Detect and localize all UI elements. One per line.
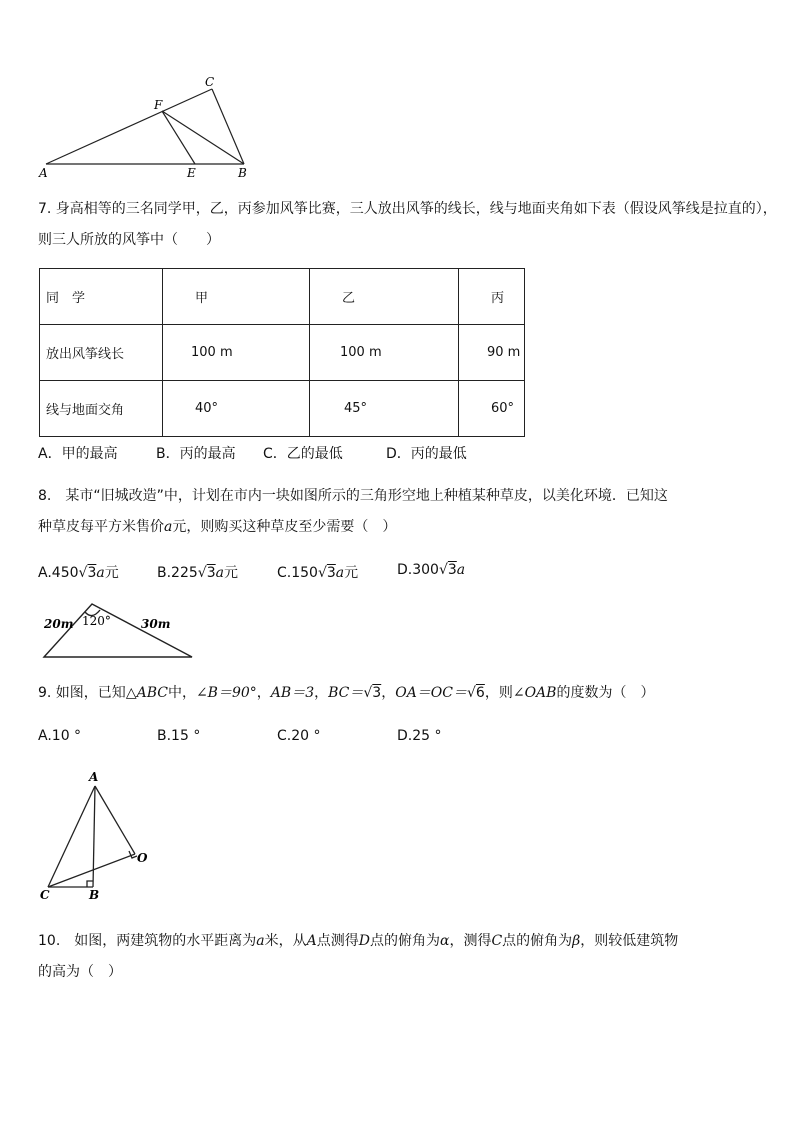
q10-text-part: 米，从 [264,933,307,949]
option-prefix: B.225 [157,565,198,581]
q8-text-line1: 8. 某市“旧城改造”中，计划在市内一块如图所示的三角形空地上种植某种草皮，以美化环境．已知这 [38,488,668,504]
var-a: a [456,562,466,578]
q9-text-part: ， [381,685,396,701]
math-oa-oc: OA＝OC＝ [395,685,467,701]
option-suffix: 元 [223,565,238,581]
point-label-c: C [40,888,50,902]
table-cell: 100 m [310,325,459,381]
q8-option-a[interactable] [38,562,119,582]
math-bc: BC＝ [328,685,364,701]
var-a: a [256,933,265,949]
q9-text [38,683,654,703]
sqrt-icon: √ [78,565,88,581]
q10-text-part: 点的俯角为 [369,933,440,949]
point-label-a: A [89,770,99,784]
q10-text-part: ，则较低建筑物 [580,933,679,949]
sqrt-icon: √ [467,685,476,701]
var-a: a [96,565,105,581]
table-row [40,325,525,381]
sqrt-arg: 3 [87,565,97,581]
q9-text-part: 9. 如图，已知 [38,685,126,701]
option-suffix: 元 [344,565,359,581]
point-c: C [491,933,503,949]
var-a: a [164,519,173,535]
q10-text-part: ，测得 [449,933,492,949]
table-cell: 90 m [459,325,525,381]
sqrt-arg: 3 [206,565,216,581]
q10-text-line2: 的高为（ ） [38,964,122,980]
q7-option-d[interactable]: D．丙的最低 [386,446,467,462]
table-header-cell: 甲 [163,269,310,325]
q7-text-line1: 7. 身高相等的三名同学甲，乙，丙参加风筝比赛，三人放出风筝的线长，线与地面夹角如下表（假设风筝线是拉直的）， [38,201,777,217]
q9-text-part: 中， [167,685,196,701]
table-header-row [40,269,525,325]
table-cell: 线与地面交角 [40,381,163,437]
q7-option-a[interactable]: A．甲的最高 [38,446,118,462]
q9-text-part: ，则 [484,685,513,701]
q7-option-b[interactable]: B．丙的最高 [156,446,236,462]
angle-beta: β [572,933,581,949]
q8-text-line2 [38,517,396,537]
q10-text-part: 点测得 [316,933,359,949]
q10-text-part: 点的俯角为 [502,933,573,949]
table-cell: 45° [310,381,459,437]
table-cell: 100 m [163,325,310,381]
kite-table [39,268,525,437]
math-ab: AB＝3 [270,685,315,701]
var-a: a [215,565,224,581]
point-d: D [358,933,370,949]
q9-option-c[interactable]: C.20 ° [277,728,321,744]
math-angle-oab: ∠OAB [512,685,557,701]
sqrt-arg: 3 [372,685,382,701]
point-label-e: E [187,166,196,180]
option-prefix: C.150 [277,565,318,581]
point-label-a: A [39,166,48,180]
table-header-cell: 乙 [310,269,459,325]
q10-text-line1 [38,931,678,951]
option-suffix: 元 [104,565,119,581]
figure-triangle-abco [36,768,156,904]
option-prefix: D.300 [397,562,439,578]
point-label-f: F [154,98,163,112]
q9-option-a[interactable]: A.10 ° [38,728,82,744]
math-triangle-abc: △ABC [125,685,168,701]
var-a: a [335,565,345,581]
q8-option-b[interactable] [157,562,238,582]
side-label-right: 30m [141,617,171,631]
q7-text-line2: 则三人所放的风筝中（ ） [38,232,220,248]
sqrt-arg: 3 [326,565,336,581]
point-label-o: O [137,851,148,865]
angle-alpha: α [439,933,450,949]
table-header-cell: 同 学 [40,269,163,325]
sqrt-icon: √ [317,565,327,581]
option-prefix: A.450 [38,565,79,581]
q8-option-d[interactable] [397,562,465,578]
table-cell: 60° [459,381,525,437]
q7-option-c[interactable]: C．乙的最低 [263,446,343,462]
q8-option-c[interactable] [277,562,358,582]
q8-text-part: 种草皮每平方米售价 [38,519,164,535]
q9-text-part: ， [256,685,271,701]
sqrt-icon: √ [363,685,373,701]
point-a: A [306,933,317,949]
table-row [40,381,525,437]
q9-option-b[interactable]: B.15 ° [157,728,201,744]
angle-label: 120° [82,614,111,628]
side-label-left: 20m [44,617,74,631]
sqrt-icon: √ [197,565,207,581]
table-header-cell: 丙 [459,269,525,325]
point-label-c: C [205,75,215,89]
sqrt-arg: 6 [475,685,485,701]
figure-triangle-field [40,600,200,662]
q9-option-d[interactable]: D.25 ° [397,728,442,744]
figure-triangle-afcb [36,74,256,180]
table-cell: 放出风筝线长 [40,325,163,381]
sqrt-arg: 3 [447,562,457,578]
q10-text-part: 10. 如图，两建筑物的水平距离为 [38,933,257,949]
q9-text-part: ， [314,685,329,701]
point-label-b: B [89,888,100,902]
math-angle-b: ∠B＝90° [195,685,257,701]
q9-text-part: 的度数为（ ） [556,685,655,701]
sqrt-icon: √ [438,562,448,578]
table-cell: 40° [163,381,310,437]
q8-text-part: 元，则购买这种草皮至少需要（ ） [172,519,397,535]
point-label-b: B [238,166,247,180]
